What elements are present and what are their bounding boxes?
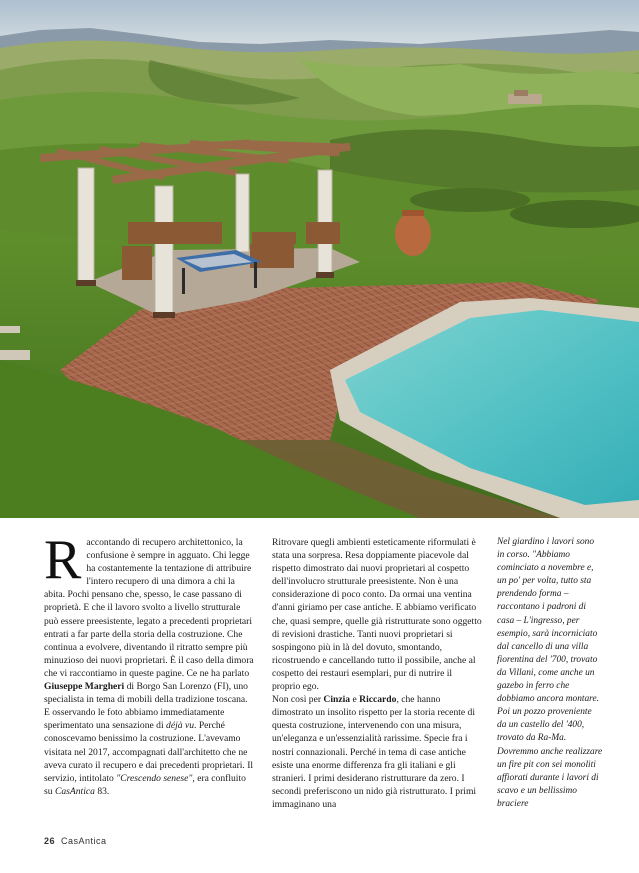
magazine-reference: CasAntica bbox=[54, 785, 95, 797]
paragraph: Ritrovare quegli ambienti esteticamente riformulati è stata una sorpresa. Resa doppiamente piacevole dal rispetto dimostrato dai nuovi proprietari al cospetto dell'involucro strutturale preesistente. Non è una considerazione di poco conto. Da ormai una ventina d'anni giriamo per case antiche. E abbiamo verificato che, quasi sempre, quelle già ristrutturate sono oggetto di revisioni drastiche. Tanti nuovi proprietari si sospingono più in là del dovuto, smontando, ricostruendo e cancellando tutto il possibile, anche al cospetto dei restauri esemplari, pur di nutrire il proprio ego. bbox=[272, 537, 482, 693]
article-column-2 bbox=[272, 536, 482, 811]
person-name: Riccardo bbox=[359, 694, 397, 706]
magazine-name: CasAntica bbox=[61, 836, 107, 846]
article-column-3-caption bbox=[497, 536, 603, 811]
article-column-1 bbox=[44, 529, 254, 798]
italic-paragraph: Nel giardino i lavori sono in corso. "Abbiamo cominciato a novembre e, un po' per volta, tutto sta prendendo forma – raccontano i padroni di casa – L'ingresso, per esempio, sarà incorniciato dal cancello di una villa fiorentina del '700, trovato da Villani, come anche un gazebo in ferro che dobbiamo ancora montare. Poi un pozzo proveniente da un castello del '400, trovato da Ra-Ma. Dovremmo anche realizzare un fire pit con sei monoliti affiorati durante i lavori di scavo e un bellissimo braciere bbox=[497, 537, 603, 809]
paragraph: accontando di recupero architettonico, la confusione è sempre in agguato. Chi legge ha costantemente la tentazione di attribuire l'intero recupero di una dimora a chi la abita. Pochi pensano che, spesso, le case passano di proprietà. E che il lavoro svolto a livello strutturale può essere preesistente, legato a precedenti proprietari entrati a far parte della storia della costruzione. Che continua a evolvere, diventando il ritratto sempre più minuzioso dei nuovi proprietari. È il caso della dimora che vi raccontiamo in queste pagine. Ce ne ha parlato Giuseppe Margheri di Borgo San Lorenzo (FI), uno specialista in tema di mobili della tradizione toscana. E osservando le foto abbiamo immediatamente sperimentato una sensazione di déjà vu. Perché conoscevamo benissimo la costruzione. L'avevamo visitata nel 2017, accompagnati dall'architetto che ne aveva curato il recupero e dai precedenti proprietari. Il servizio, intitolato "Crescendo senese", era confluito su CasAntica 83. bbox=[44, 537, 254, 797]
person-name: Giuseppe Margheri bbox=[44, 681, 125, 693]
person-name: Cinzia bbox=[323, 694, 351, 706]
page-footer bbox=[44, 836, 107, 846]
paragraph: Non così per Cinzia e Riccardo, che hanno dimostrato un insolito rispetto per la storia recente di questa costruzione, intervenendo con una misura, un'eleganza e un'essenzialità rarissime. Specie fra i nostri connazionali. Perché in tema di case antiche esiste una enorme differenza fra gli italiani e gli stranieri. I primi desiderano ristrutturare da zero. I secondi preferiscono un nido già ristrutturato. I primi immaginano una bbox=[272, 694, 477, 810]
drop-cap: R bbox=[44, 529, 82, 591]
page-number: 26 bbox=[44, 836, 56, 846]
